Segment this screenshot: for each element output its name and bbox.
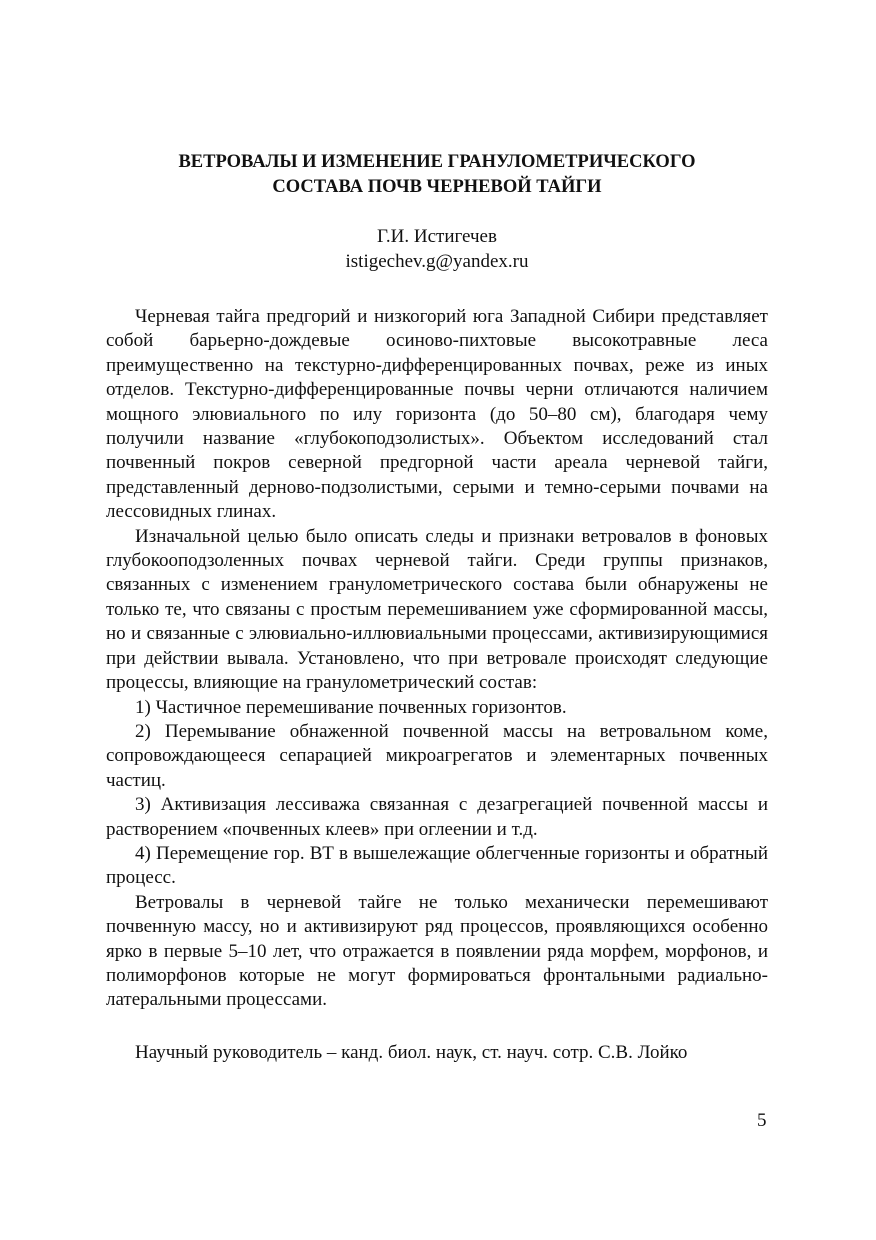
- author-block: [106, 224, 768, 274]
- list-item-2: 2) Перемывание обнаженной почвенной массы на ветровальном коме, сопровождающееся сепарацией микроагрегатов и элементарных почвенных частиц.: [106, 720, 768, 791]
- list-item-4: 4) Перемещение гор. ВТ в вышележащие облегченные горизонты и обратный процесс.: [106, 842, 768, 889]
- title-line-2: СОСТАВА ПОЧВ ЧЕРНЕВОЙ ТАЙГИ: [272, 177, 602, 197]
- author-email: istigechev.g@yandex.ru: [345, 251, 529, 272]
- paragraph-intro: Черневая тайга предгорий и низкогорий юга Западной Сибири представляет собой барьерно-дождевые осиново-пихтовые высокотравные леса преимущественно на текстурно-дифференцированных почвах, реже из иных отделов. Текстурно-дифференцированные почвы черни отличаются наличием мощного элювиального по илу горизонта (до 50–80 см), благодаря чему получили название «глубокоподзолистых». Объектом исследований стал почвенный покров северной предгорной части ареала черневой тайги, представленный дерново-подзолистыми, серыми и темно-серыми почвами на лессовидных глинах.: [106, 306, 768, 523]
- article-body: [106, 305, 768, 1013]
- paragraph-goal: Изначальной целью было описать следы и признаки ветровалов в фоновых глубокооподзоленных почвах черневой тайги. Среди группы признаков, связанных с изменением гранулометрического состава были обнаружены не только те, что связаны с простым перемешиванием уже сформированной массы, но и связанные с элювиально-иллювиальными процессами, активизирующимися при действии вывала. Установлено, что при ветровале происходят следующие процессы, влияющие на гранулометрический состав:: [106, 525, 768, 694]
- supervisor-line: Научный руководитель – канд. биол. наук, ст. науч. сотр. С.В. Лойко: [135, 1042, 688, 1063]
- list-item-3: 3) Активизация лессиважа связанная с дезагрегацией почвенной массы и растворением «почвенных клеев» при оглеении и т.д.: [106, 794, 768, 840]
- paragraph-conclusion: Ветровалы в черневой тайге не только механически перемешивают почвенную массу, но и активизируют ряд процессов, проявляющихся особенно ярко в первые 5–10 лет, что отражается в появлении ряда морфем, морфонов, и полиморфонов которые не могут формироваться фронтальными радиально-латеральными процессами.: [106, 891, 768, 1011]
- title-line-1: ВЕТРОВАЛЫ И ИЗМЕНЕНИЕ ГРАНУЛОМЕТРИЧЕСКОГО: [178, 152, 696, 172]
- article-title: [106, 150, 768, 200]
- page-number: 5: [757, 1110, 767, 1131]
- article: [106, 150, 768, 1013]
- list-item-1: 1) Частичное перемешивание почвенных горизонтов.: [135, 696, 567, 718]
- author-name: Г.И. Истигечев: [377, 226, 497, 247]
